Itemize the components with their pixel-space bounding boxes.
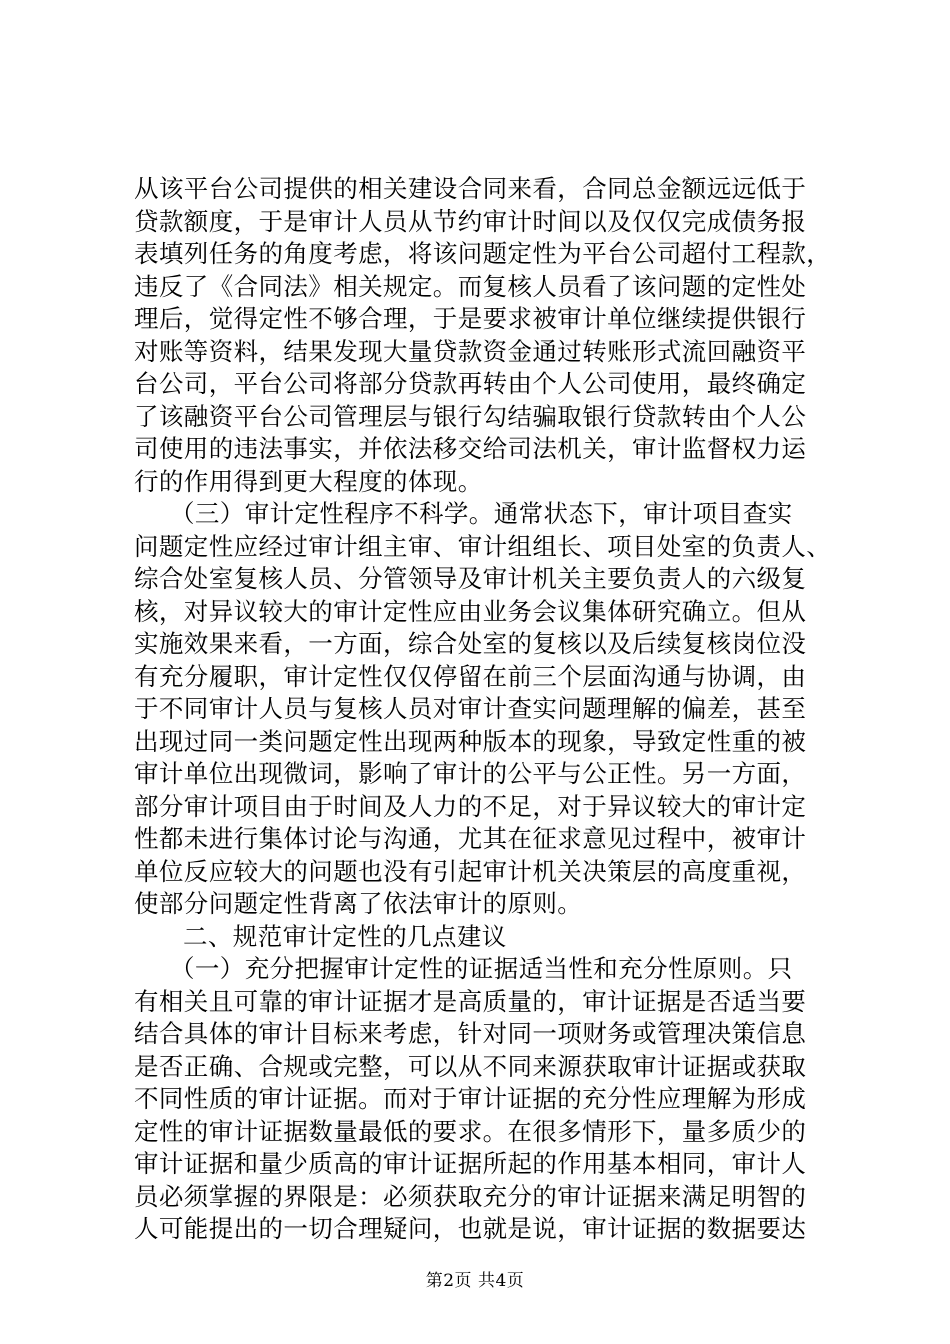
- section-heading-one: （一）充分把握审计定性的证据适当性和充分性原则。只: [170, 954, 793, 983]
- page-number-footer: 第2页 共4页: [425, 1271, 525, 1291]
- text-line: 部分审计项目由于时间及人力的不足，对于异议较大的审计定: [134, 791, 807, 821]
- text-line: 问题定性应经过审计组主审、审计组组长、项目处室的负责人、: [134, 531, 832, 561]
- text-line: 表填列任务的角度考虑，将该问题定性为平台公司超付工程款，: [134, 239, 832, 268]
- text-line: 行的作用得到更大程度的体现。: [134, 466, 483, 496]
- text-line: 违反了《合同法》相关规定。而复核人员看了该问题的定性处: [134, 271, 807, 301]
- text-line: 于不同审计人员与复核人员对审计查实问题理解的偏差，甚至: [134, 694, 807, 723]
- text-line: 理后，觉得定性不够合理，于是要求被审计单位继续提供银行: [134, 304, 807, 333]
- text-line: 有充分履职，审计定性仅仅停留在前三个层面沟通与协调，由: [134, 661, 807, 691]
- text-line: 人可能提出的一切合理疑问，也就是说，审计证据的数据要达: [134, 1214, 807, 1243]
- text-line: 不同性质的审计证据。而对于审计证据的充分性应理解为形成: [134, 1084, 807, 1113]
- document-body: [134, 173, 834, 1246]
- text-line: 贷款额度，于是审计人员从节约审计时间以及仅仅完成债务报: [134, 206, 807, 236]
- text-line: 综合处室复核人员、分管领导及审计机关主要负责人的六级复: [134, 564, 807, 593]
- text-line: 核，对异议较大的审计定性应由业务会议集体研究确立。但从: [134, 596, 807, 626]
- section-heading-two: 二、规范审计定性的几点建议: [183, 921, 507, 951]
- text-line: 员必须掌握的界限是：必须获取充分的审计证据来满足明智的: [134, 1181, 807, 1211]
- text-line: 了该融资平台公司管理层与银行勾结骗取银行贷款转由个人公: [134, 401, 807, 431]
- text-line: 单位反应较大的问题也没有引起审计机关决策层的高度重视，: [134, 856, 807, 886]
- text-line: 性都未进行集体讨论与沟通，尤其在征求意见过程中，被审计: [134, 824, 807, 853]
- text-line: 实施效果来看，一方面，综合处室的复核以及后续复核岗位没: [134, 629, 807, 658]
- text-line: 是否正确、合规或完整，可以从不同来源获取审计证据或获取: [134, 1051, 807, 1081]
- text-line: 司使用的违法事实，并依法移交给司法机关，审计监督权力运: [134, 434, 807, 463]
- text-line: 从该平台公司提供的相关建设合同来看，合同总金额远远低于: [134, 174, 807, 203]
- text-line: 有相关且可靠的审计证据才是高质量的，审计证据是否适当要: [134, 986, 807, 1016]
- text-line: 台公司，平台公司将部分贷款再转由个人公司使用，最终确定: [134, 369, 807, 398]
- text-line: 审计证据和量少质高的审计证据所起的作用基本相同，审计人: [134, 1149, 807, 1178]
- text-line: 对账等资料，结果发现大量贷款资金通过转账形式流回融资平: [134, 336, 807, 366]
- text-line: 定性的审计证据数量最低的要求。在很多情形下，量多质少的: [134, 1116, 807, 1146]
- section-heading-three: （三）审计定性程序不科学。通常状态下，审计项目查实: [170, 499, 793, 528]
- text-line: 使部分问题定性背离了依法审计的原则。: [134, 889, 583, 918]
- text-line: 审计单位出现微词，影响了审计的公平与公正性。另一方面，: [134, 759, 807, 788]
- text-line: 出现过同一类问题定性出现两种版本的现象，导致定性重的被: [134, 726, 807, 756]
- text-line: 结合具体的审计目标来考虑，针对同一项财务或管理决策信息: [134, 1019, 807, 1048]
